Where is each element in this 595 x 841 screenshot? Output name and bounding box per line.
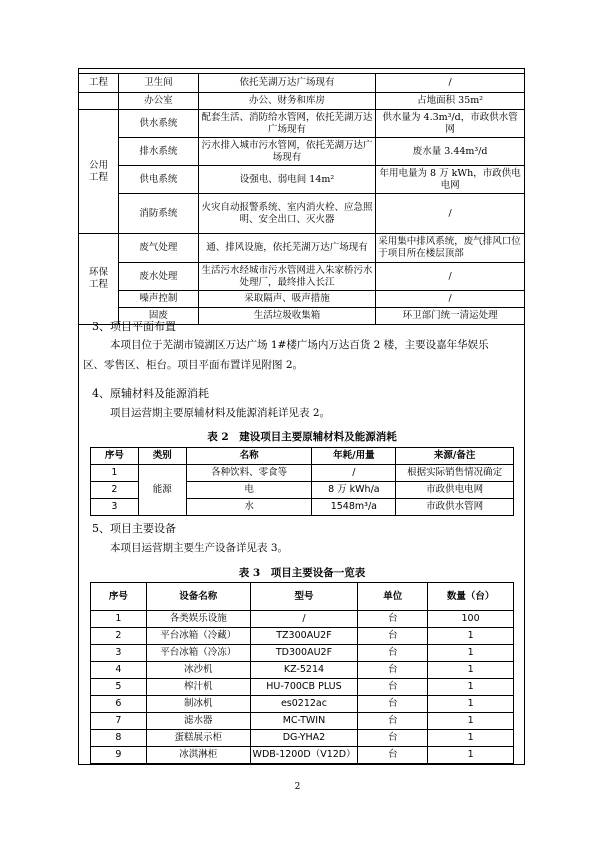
column-header: 年耗/用量: [312, 448, 396, 465]
remark-cell: 环卫部门统一清运处理: [376, 308, 525, 325]
row-number: 2: [91, 628, 147, 645]
row-number: 4: [91, 662, 147, 679]
equipment-name-cell: 平台冰箱（冷藏）: [146, 628, 250, 645]
unit-cell: 台: [358, 679, 428, 696]
table-row: [91, 645, 514, 662]
table-row: [91, 747, 514, 764]
column-header: 数量（台）: [428, 583, 514, 611]
row-number: 1: [91, 465, 139, 482]
quantity-cell: 1: [428, 628, 514, 645]
section-heading: 5、项目主要设备: [92, 522, 176, 535]
model-cell: TD300AU2F: [250, 645, 358, 662]
paragraph: 项目运营期主要原辅材料及能源消耗详见表 2。: [110, 407, 331, 419]
section-heading: 3、项目平面布置: [92, 320, 176, 333]
equipment-name-cell: 制冰机: [146, 696, 250, 713]
model-cell: /: [250, 611, 358, 628]
remark-cell: /: [376, 194, 525, 234]
table-row: [91, 730, 514, 747]
model-cell: MC-TWIN: [250, 713, 358, 730]
item-cell: 废水处理: [118, 263, 198, 291]
quantity-cell: 1: [428, 730, 514, 747]
column-header: 序号: [91, 583, 147, 611]
item-cell: 办公室: [118, 93, 198, 110]
content-cell: 通、排风设施，依托芜湖万达广场现有: [198, 234, 376, 263]
item-cell: 噪声控制: [118, 291, 198, 308]
model-cell: es0212ac: [250, 696, 358, 713]
amount-cell: 8 万 kWh/a: [312, 482, 396, 499]
category-cell: 工程: [79, 74, 119, 93]
paragraph: 区、零售区、柜台。项目平面布置详见附图 2。: [83, 359, 304, 371]
row-number: 1: [91, 611, 147, 628]
table-row: [91, 628, 514, 645]
column-header: 来源/备注: [396, 448, 514, 465]
remark-cell: /: [376, 74, 525, 93]
column-header: 类别: [138, 448, 186, 465]
table-row: [91, 662, 514, 679]
row-number: 9: [91, 747, 147, 764]
quantity-cell: 1: [428, 645, 514, 662]
table-row: [91, 465, 514, 482]
name-cell: 各种饮料、零食等: [186, 465, 312, 482]
materials-table: [90, 447, 514, 516]
equipment-name-cell: 各类娱乐设施: [146, 611, 250, 628]
content-cell: 配套生活、消防给水管网，依托芜湖万达广场现有: [198, 110, 376, 138]
item-cell: 供电系统: [118, 166, 198, 194]
quantity-cell: 100: [428, 611, 514, 628]
content-cell: 办公、财务和库房: [198, 93, 376, 110]
unit-cell: 台: [358, 730, 428, 747]
item-cell: 消防系统: [118, 194, 198, 234]
content-cell: 生活垃圾收集箱: [198, 308, 376, 325]
name-cell: 水: [186, 499, 312, 516]
section-heading: 4、原辅材料及能源消耗: [92, 387, 209, 400]
unit-cell: 台: [358, 645, 428, 662]
content-cell: 生活污水经城市污水管网进入朱家桥污水处理厂，最终排入长江: [198, 263, 376, 291]
row-number: 3: [91, 645, 147, 662]
remark-cell: /: [376, 263, 525, 291]
amount-cell: /: [312, 465, 396, 482]
column-header: 序号: [91, 448, 139, 465]
content-cell: 火灾自动报警系统、室内消火栓、应急照明、安全出口、灭火器: [198, 194, 376, 234]
quantity-cell: 1: [428, 747, 514, 764]
remark-cell: 占地面积 35m²: [376, 93, 525, 110]
model-cell: HU-700CB PLUS: [250, 679, 358, 696]
remark-cell: 废水量 3.44m³/d: [376, 138, 525, 166]
row-number: 8: [91, 730, 147, 747]
name-cell: 电: [186, 482, 312, 499]
model-cell: WDB-1200D（V12D）: [250, 747, 358, 764]
content-cell: 设强电、弱电间 14m²: [198, 166, 376, 194]
source-cell: 市政供水管网: [396, 499, 514, 516]
row-number: 5: [91, 679, 147, 696]
row-number: 2: [91, 482, 139, 499]
unit-cell: 台: [358, 628, 428, 645]
unit-cell: 台: [358, 611, 428, 628]
page-number: 2: [294, 782, 301, 792]
unit-cell: 台: [358, 696, 428, 713]
item-cell: 排水系统: [118, 138, 198, 166]
category-cell: 公用 工程: [79, 110, 119, 234]
column-header: 名称: [186, 448, 312, 465]
quantity-cell: 1: [428, 662, 514, 679]
category-cell: [79, 93, 119, 110]
table-caption: 表 3 项目主要设备一览表: [238, 567, 366, 579]
equipment-name-cell: 冰沙机: [146, 662, 250, 679]
row-number: 3: [91, 499, 139, 516]
remark-cell: /: [376, 291, 525, 308]
engineering-table: [78, 73, 525, 325]
table-row: [91, 696, 514, 713]
content-cell: 采取隔声、吸声措施: [198, 291, 376, 308]
equipment-name-cell: 蛋糕展示柜: [146, 730, 250, 747]
column-header: 型号: [250, 583, 358, 611]
table-row: [91, 713, 514, 730]
quantity-cell: 1: [428, 696, 514, 713]
amount-cell: 1548m³/a: [312, 499, 396, 516]
column-header: 设备名称: [146, 583, 250, 611]
equipment-name-cell: 榨汁机: [146, 679, 250, 696]
table-row: [91, 611, 514, 628]
equipment-table: [90, 582, 514, 764]
equipment-name-cell: 平台冰箱（冷冻）: [146, 645, 250, 662]
table-row: [91, 679, 514, 696]
equipment-name-cell: 滤水器: [146, 713, 250, 730]
equipment-name-cell: 冰淇淋柜: [146, 747, 250, 764]
model-cell: KZ-5214: [250, 662, 358, 679]
item-cell: 固废: [118, 308, 198, 325]
item-cell: 卫生间: [118, 74, 198, 93]
item-cell: 废气处理: [118, 234, 198, 263]
model-cell: TZ300AU2F: [250, 628, 358, 645]
unit-cell: 台: [358, 713, 428, 730]
category-cell: 能源: [138, 465, 186, 516]
source-cell: 根据实际销售情况确定: [396, 465, 514, 482]
paragraph: 本项目运营期主要生产设备详见表 3。: [110, 542, 289, 554]
column-header: 单位: [358, 583, 428, 611]
unit-cell: 台: [358, 747, 428, 764]
model-cell: DG-YHA2: [250, 730, 358, 747]
row-number: 7: [91, 713, 147, 730]
remark-cell: 年用电量为 8 万 kWh，市政供电电网: [376, 166, 525, 194]
remark-cell: 采用集中排风系统，废气排风口位于项目所在楼层顶部: [376, 234, 525, 263]
category-cell: 环保 工程: [79, 234, 119, 325]
row-number: 6: [91, 696, 147, 713]
source-cell: 市政供电电网: [396, 482, 514, 499]
content-cell: 依托芜湖万达广场现有: [198, 74, 376, 93]
item-cell: 供水系统: [118, 110, 198, 138]
quantity-cell: 1: [428, 713, 514, 730]
unit-cell: 台: [358, 662, 428, 679]
table-caption: 表 2 建设项目主要原辅材料及能源消耗: [207, 431, 397, 443]
paragraph: 本项目位于芜湖市镜湖区万达广场 1#楼广场内万达百货 2 楼，主要设嘉年华娱乐: [110, 339, 489, 351]
quantity-cell: 1: [428, 679, 514, 696]
remark-cell: 供水量为 4.3m³/d，市政供水管网: [376, 110, 525, 138]
content-cell: 污水排入城市污水管网，依托芜湖万达广场现有: [198, 138, 376, 166]
